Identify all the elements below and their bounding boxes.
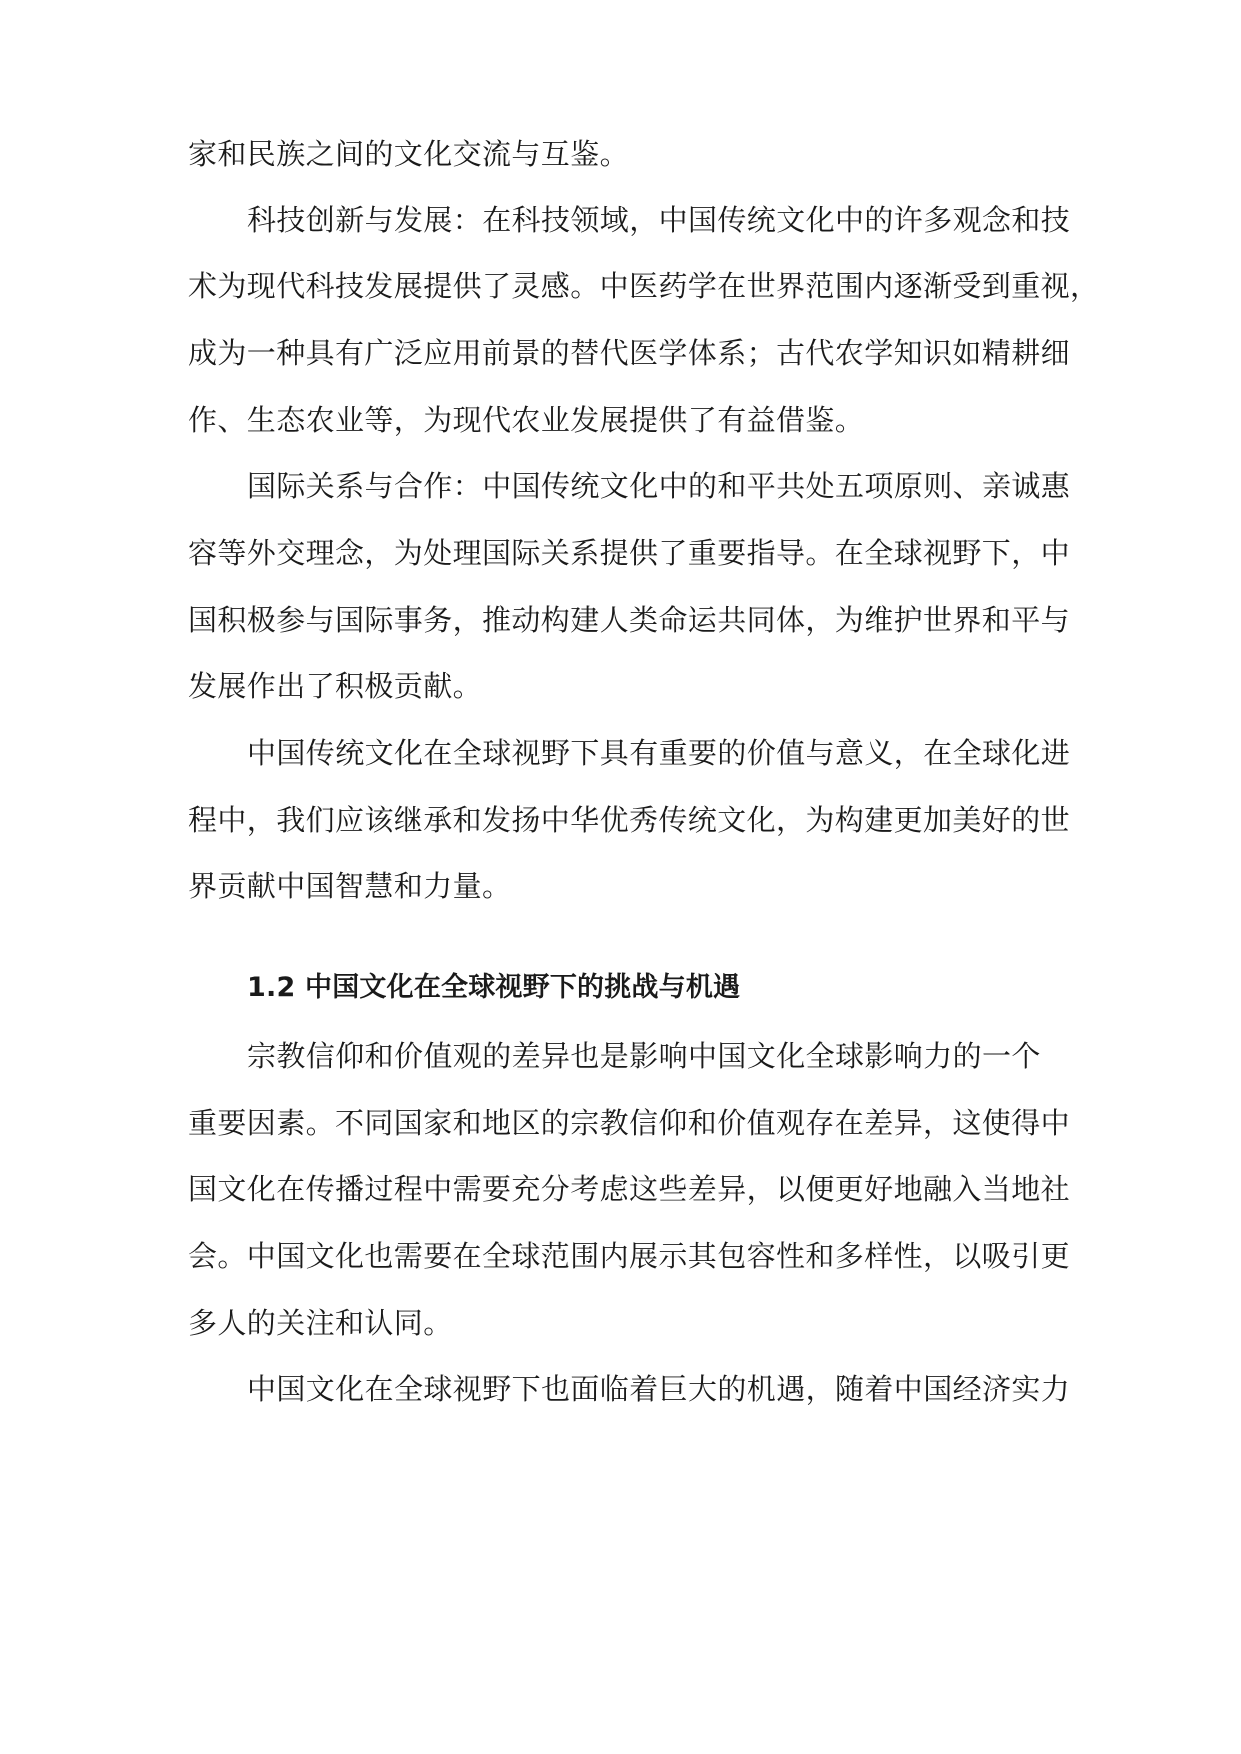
paragraph-line: 重要因素。不同国家和地区的宗教信仰和价值观存在差异，这使得中 xyxy=(188,1106,1071,1140)
paragraph-line: 术为现代科技发展提供了灵感。中医药学在世界范围内逐渐受到重视， xyxy=(188,269,1100,303)
paragraph-line: 发展作出了积极贡献。 xyxy=(188,669,483,703)
paragraph-line: 作、生态农业等，为现代农业发展提供了有益借鉴。 xyxy=(188,403,865,437)
paragraph-line: 宗教信仰和价值观的差异也是影响中国文化全球影响力的一个 xyxy=(247,1039,1041,1073)
paragraph-line: 成为一种具有广泛应用前景的替代医学体系；古代农学知识如精耕细 xyxy=(188,336,1071,370)
paragraph-line: 会。中国文化也需要在全球范围内展示其包容性和多样性，以吸引更 xyxy=(188,1239,1071,1273)
paragraph-line: 科技创新与发展：在科技领域，中国传统文化中的许多观念和技 xyxy=(247,203,1071,237)
paragraph-line: 国积极参与国际事务，推动构建人类命运共同体，为维护世界和平与 xyxy=(188,603,1071,637)
paragraph-line: 国际关系与合作：中国传统文化中的和平共处五项原则、亲诚惠 xyxy=(247,469,1071,503)
paragraph-line: 中国文化在全球视野下也面临着巨大的机遇，随着中国经济实力 xyxy=(247,1372,1071,1406)
paragraph-line: 界贡献中国智慧和力量。 xyxy=(188,869,512,903)
paragraph-line: 容等外交理念，为处理国际关系提供了重要指导。在全球视野下，中 xyxy=(188,536,1071,570)
paragraph-line: 程中，我们应该继承和发扬中华优秀传统文化，为构建更加美好的世 xyxy=(188,803,1071,837)
section-heading: 1.2 中国文化在全球视野下的挑战与机遇 xyxy=(247,972,741,1003)
paragraph-line: 多人的关注和认同。 xyxy=(188,1306,453,1340)
paragraph-line: 家和民族之间的文化交流与互鉴。 xyxy=(188,137,630,171)
paragraph-line: 中国传统文化在全球视野下具有重要的价值与意义，在全球化进 xyxy=(247,736,1071,770)
paragraph-line: 国文化在传播过程中需要充分考虑这些差异，以便更好地融入当地社 xyxy=(188,1172,1071,1206)
